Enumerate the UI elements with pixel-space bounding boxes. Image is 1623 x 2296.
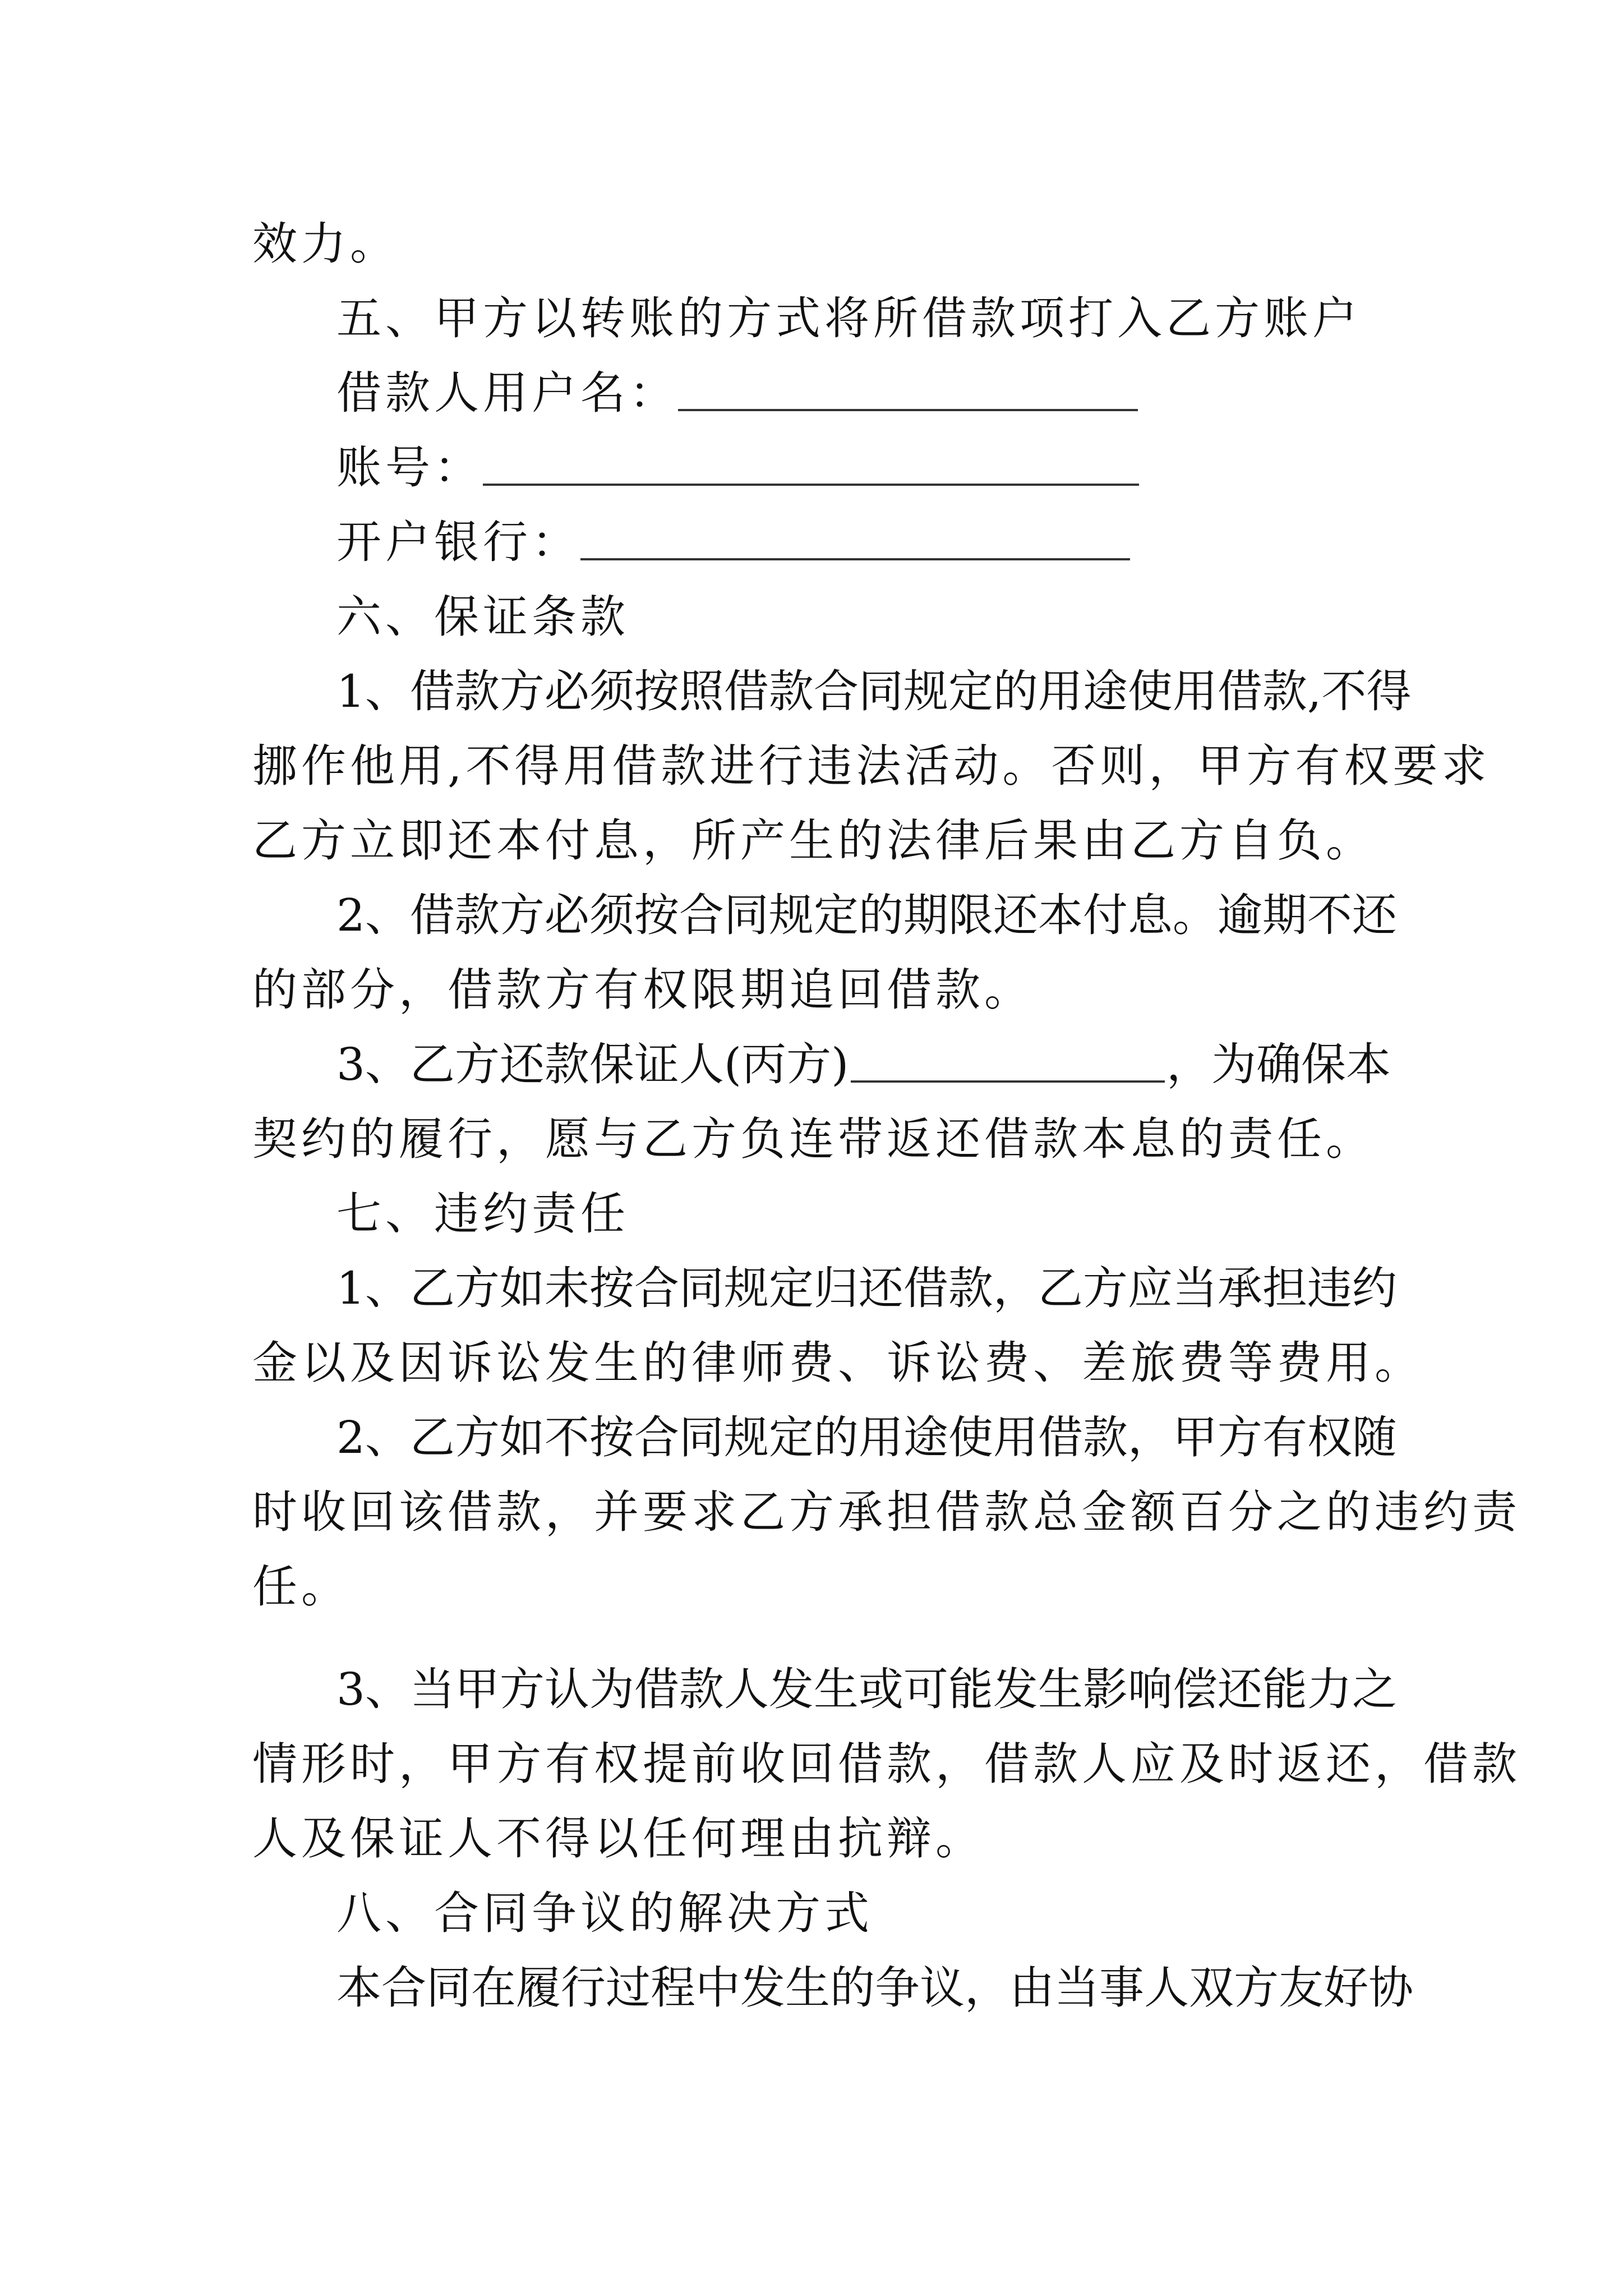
guarantor-label-suffix: ，为确保本 bbox=[1166, 1038, 1391, 1091]
form-field-account-name bbox=[336, 365, 1475, 421]
paragraph-line: 3、当甲方认为借款人发生或可能发生影响偿还能力之 bbox=[336, 1663, 1397, 1715]
field-label: 开户银行： bbox=[336, 516, 580, 568]
paragraph-line: 挪作他用,不得用借款进行违法活动。否则，甲方有权要求 bbox=[252, 740, 1491, 792]
form-field-bank bbox=[336, 514, 1475, 570]
paragraph-line: 金以及因诉讼发生的律师费、诉讼费、差旅费等费用。 bbox=[252, 1337, 1423, 1389]
paragraph-line: 1、借款方必须按照借款合同规定的用途使用借款,不得 bbox=[336, 665, 1412, 717]
paragraph-line: 情形时，甲方有权提前收回借款，借款人应及时返还，借款 bbox=[252, 1738, 1521, 1790]
fill-in-blank bbox=[580, 514, 1130, 560]
paragraph-line: 契约的履行，愿与乙方负连带返还借款本息的责任。 bbox=[252, 1113, 1375, 1165]
guarantor-line bbox=[336, 1037, 1391, 1093]
fill-in-blank bbox=[678, 365, 1138, 411]
paragraph-line: 1、乙方如未按合同规定归还借款，乙方应当承担违约 bbox=[336, 1262, 1397, 1314]
paragraph-line: 效力。 bbox=[252, 218, 399, 270]
paragraph-line: 本合同在履行过程中发生的争议，由当事人双方友好协 bbox=[336, 1962, 1413, 2014]
guarantor-label: 3、乙方还款保证人(丙方) bbox=[336, 1038, 849, 1091]
section-heading: 八、合同争议的解决方式 bbox=[336, 1887, 873, 1939]
paragraph-line: 人及保证人不得以任何理由抗辩。 bbox=[252, 1812, 984, 1865]
paragraph-line: 2、借款方必须按合同规定的期限还本付息。逾期不还 bbox=[336, 889, 1397, 941]
paragraph-line: 2、乙方如不按合同规定的用途使用借款，甲方有权随 bbox=[336, 1411, 1397, 1464]
form-field-account-number bbox=[336, 440, 1475, 496]
paragraph-line: 时收回该借款，并要求乙方承担借款总金额百分之的违约责 bbox=[252, 1486, 1521, 1538]
paragraph-line: 的部分，借款方有权限期追回借款。 bbox=[252, 964, 1033, 1016]
fill-in-blank bbox=[483, 440, 1139, 486]
section-heading: 五、甲方以转账的方式将所借款项打入乙方账户 bbox=[336, 292, 1361, 344]
section-heading: 七、违约责任 bbox=[336, 1188, 629, 1240]
field-label: 借款人用户名： bbox=[336, 367, 678, 419]
paragraph-line: 乙方立即还本付息，所产生的法律后果由乙方自负。 bbox=[252, 815, 1375, 867]
paragraph-line: 任。 bbox=[252, 1561, 350, 1613]
field-label: 账号： bbox=[336, 441, 483, 494]
fill-in-blank bbox=[851, 1037, 1165, 1083]
section-heading: 六、保证条款 bbox=[336, 591, 629, 643]
